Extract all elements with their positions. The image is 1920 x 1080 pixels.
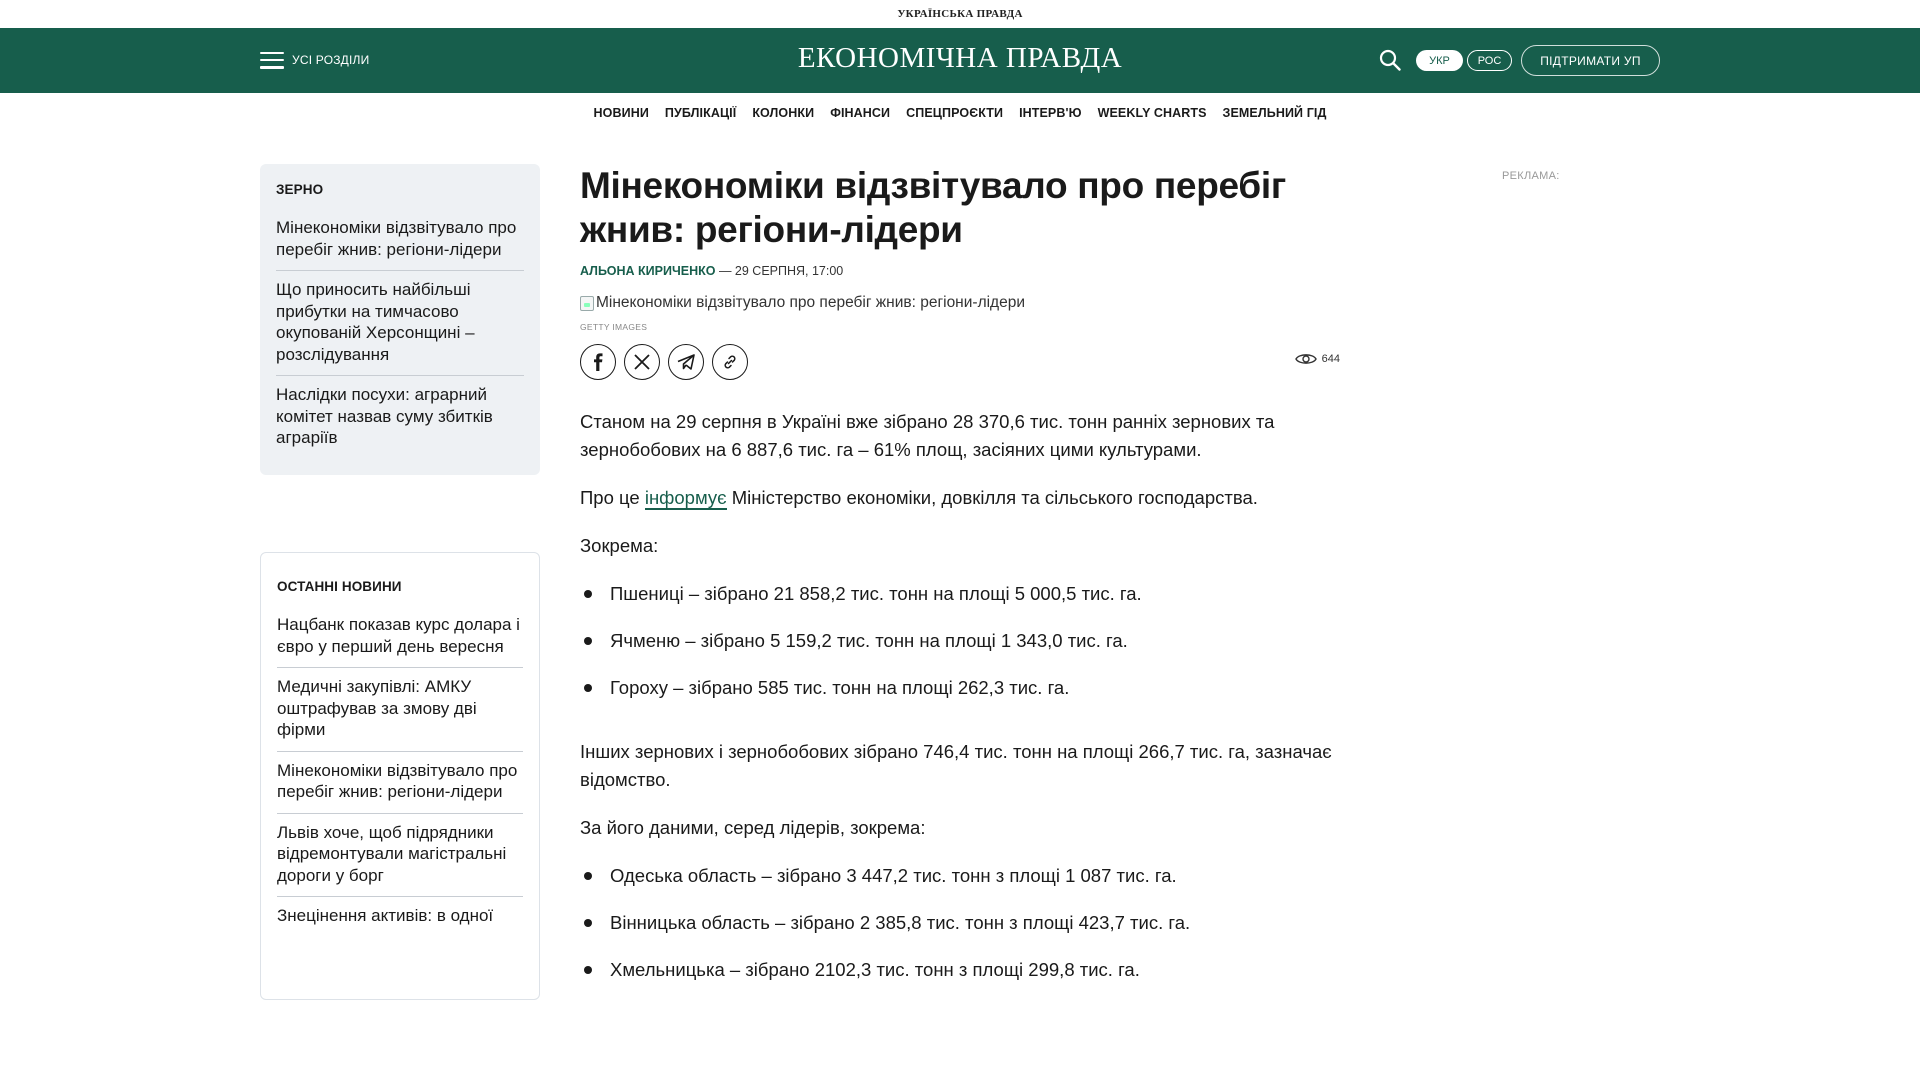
lang-ros-button[interactable]: РОС	[1467, 50, 1512, 71]
support-up-button[interactable]: ПІДТРИМАТИ УП	[1521, 45, 1660, 76]
image-alt-text: Мінекономіки відзвітувало про перебіг жнив: регіони-лідери	[596, 294, 1025, 311]
list-item: Вінницька область – зібрано 2 385,8 тис. тонн з площі 423,7 тис. га.	[580, 909, 1340, 937]
list-item[interactable]: Наслідки посухи: аграрний комітет назвав суму збитків аграріїв	[276, 385, 493, 447]
telegram-share-button[interactable]	[668, 344, 704, 380]
list-item: Ячменю – зібрано 5 159,2 тис. тонн на площі 1 343,0 тис. га.	[580, 627, 1340, 655]
crop-list	[580, 580, 1340, 702]
list-item: Пшениці – зібрано 21 858,2 тис. тонн на площі 5 000,5 тис. га.	[580, 580, 1340, 608]
site-header	[0, 28, 1920, 93]
article-body	[580, 408, 1340, 984]
paragraph: Інших зернових і зернобобових зібрано 746,4 тис. тонн на площі 266,7 тис. га, зазначає відомство.	[580, 741, 1332, 790]
list-item[interactable]: Що приносить найбільші прибутки на тимчасово окупованій Херсонщині – розслідування	[276, 271, 524, 376]
article-meta	[580, 264, 1340, 278]
main-nav	[0, 93, 1920, 133]
ad-label: РЕКЛАМА:	[1502, 170, 1560, 182]
broken-image-icon	[580, 296, 594, 311]
hamburger-icon	[260, 52, 284, 69]
list-item[interactable]: Медичні закупівлі: АМКУ оштрафував за змову дві фірми	[277, 668, 523, 752]
x-icon	[634, 354, 650, 370]
regions-list	[580, 862, 1340, 984]
facebook-share-button[interactable]	[580, 344, 616, 380]
list-item: Хмельницька – зібрано 2102,3 тис. тонн з площі 299,8 тис. га.	[580, 956, 1340, 984]
nav-item-weekly-charts[interactable]: WEEKLY CHARTS	[1097, 106, 1207, 120]
list-item[interactable]: Нацбанк показав курс долара і євро у перший день вересня	[277, 606, 523, 668]
facebook-icon	[590, 353, 606, 371]
paragraph: За його даними, серед лідерів, зокрема:	[580, 817, 926, 838]
list-item[interactable]: Львів хоче, щоб підрядники відремонтували магістральні дороги у борг	[277, 814, 523, 898]
nav-item-interview[interactable]: ІНТЕРВ'Ю	[1019, 106, 1082, 120]
list-item: Одеська область – зібрано 3 447,2 тис. тонн з площі 1 087 тис. га.	[580, 862, 1340, 890]
copy-link-button[interactable]	[712, 344, 748, 380]
paragraph: Зокрема:	[580, 535, 659, 556]
link-icon	[722, 354, 738, 370]
article-image	[580, 294, 1340, 312]
up-brand-link[interactable]: УКРАЇНСЬКА ПРАВДА	[897, 8, 1023, 20]
topic-box	[260, 164, 540, 475]
article	[580, 164, 1340, 1004]
top-strip	[0, 0, 1920, 28]
lang-ukr-button[interactable]: УКР	[1416, 50, 1463, 71]
nav-item-publications[interactable]: ПУБЛІКАЦІЇ	[664, 106, 737, 120]
paragraph: Станом на 29 серпня в Україні вже зібрано 28 370,6 тис. тонн ранніх зернових та зернобобових на 6 887,6 тис. га – 61% площ, засіяних цими культурами.	[580, 411, 1275, 460]
article-date: — 29 СЕРПНЯ, 17:00	[715, 264, 844, 278]
site-logo[interactable]: ЕКОНОМІЧНА ПРАВДА	[797, 42, 1123, 74]
eye-icon	[1295, 352, 1317, 366]
topic-title[interactable]: ЗЕРНО	[276, 182, 324, 197]
list-item: Гороху – зібрано 585 тис. тонн на площі 262,3 тис. га.	[580, 674, 1340, 702]
nav-item-land-guide[interactable]: ЗЕМЕЛЬНИЙ ГІД	[1222, 106, 1327, 120]
list-item[interactable]: Мінекономіки відзвітувало про перебіг жнив: регіони-лідери	[276, 209, 524, 271]
article-title: Мінекономіки відзвітувало про перебіг жнив: регіони-лідери	[580, 165, 1286, 250]
all-sections-label: УСІ РОЗДІЛИ	[292, 53, 370, 67]
nav-item-finance[interactable]: ФІНАНСИ	[830, 106, 891, 120]
search-icon[interactable]	[1378, 48, 1402, 72]
nav-item-columns[interactable]: КОЛОНКИ	[752, 106, 815, 120]
share-bar	[580, 344, 1340, 380]
nav-item-special-projects[interactable]: СПЕЦПРОЄКТИ	[906, 106, 1004, 120]
telegram-icon	[677, 354, 695, 370]
list-item[interactable]: Знецінення активів: в одної	[277, 906, 494, 925]
paragraph: Про це інформує Міністерство економіки, довкілля та сільського господарства.	[580, 487, 1258, 508]
x-share-button[interactable]	[624, 344, 660, 380]
author-link[interactable]: АЛЬОНА КИРИЧЕНКО	[580, 264, 716, 278]
views-count: 644	[1321, 353, 1340, 365]
source-link[interactable]: інформує	[644, 487, 727, 508]
latest-news-box	[260, 552, 540, 1000]
list-item[interactable]: Мінекономіки відзвітувало про перебіг жнив: регіони-лідери	[277, 752, 523, 814]
image-credit: GETTY IMAGES	[580, 322, 648, 332]
views-counter	[1295, 352, 1340, 366]
latest-news-title[interactable]: ОСТАННІ НОВИНИ	[277, 579, 402, 594]
all-sections-button[interactable]	[260, 48, 369, 72]
nav-item-news[interactable]: НОВИНИ	[593, 106, 649, 120]
